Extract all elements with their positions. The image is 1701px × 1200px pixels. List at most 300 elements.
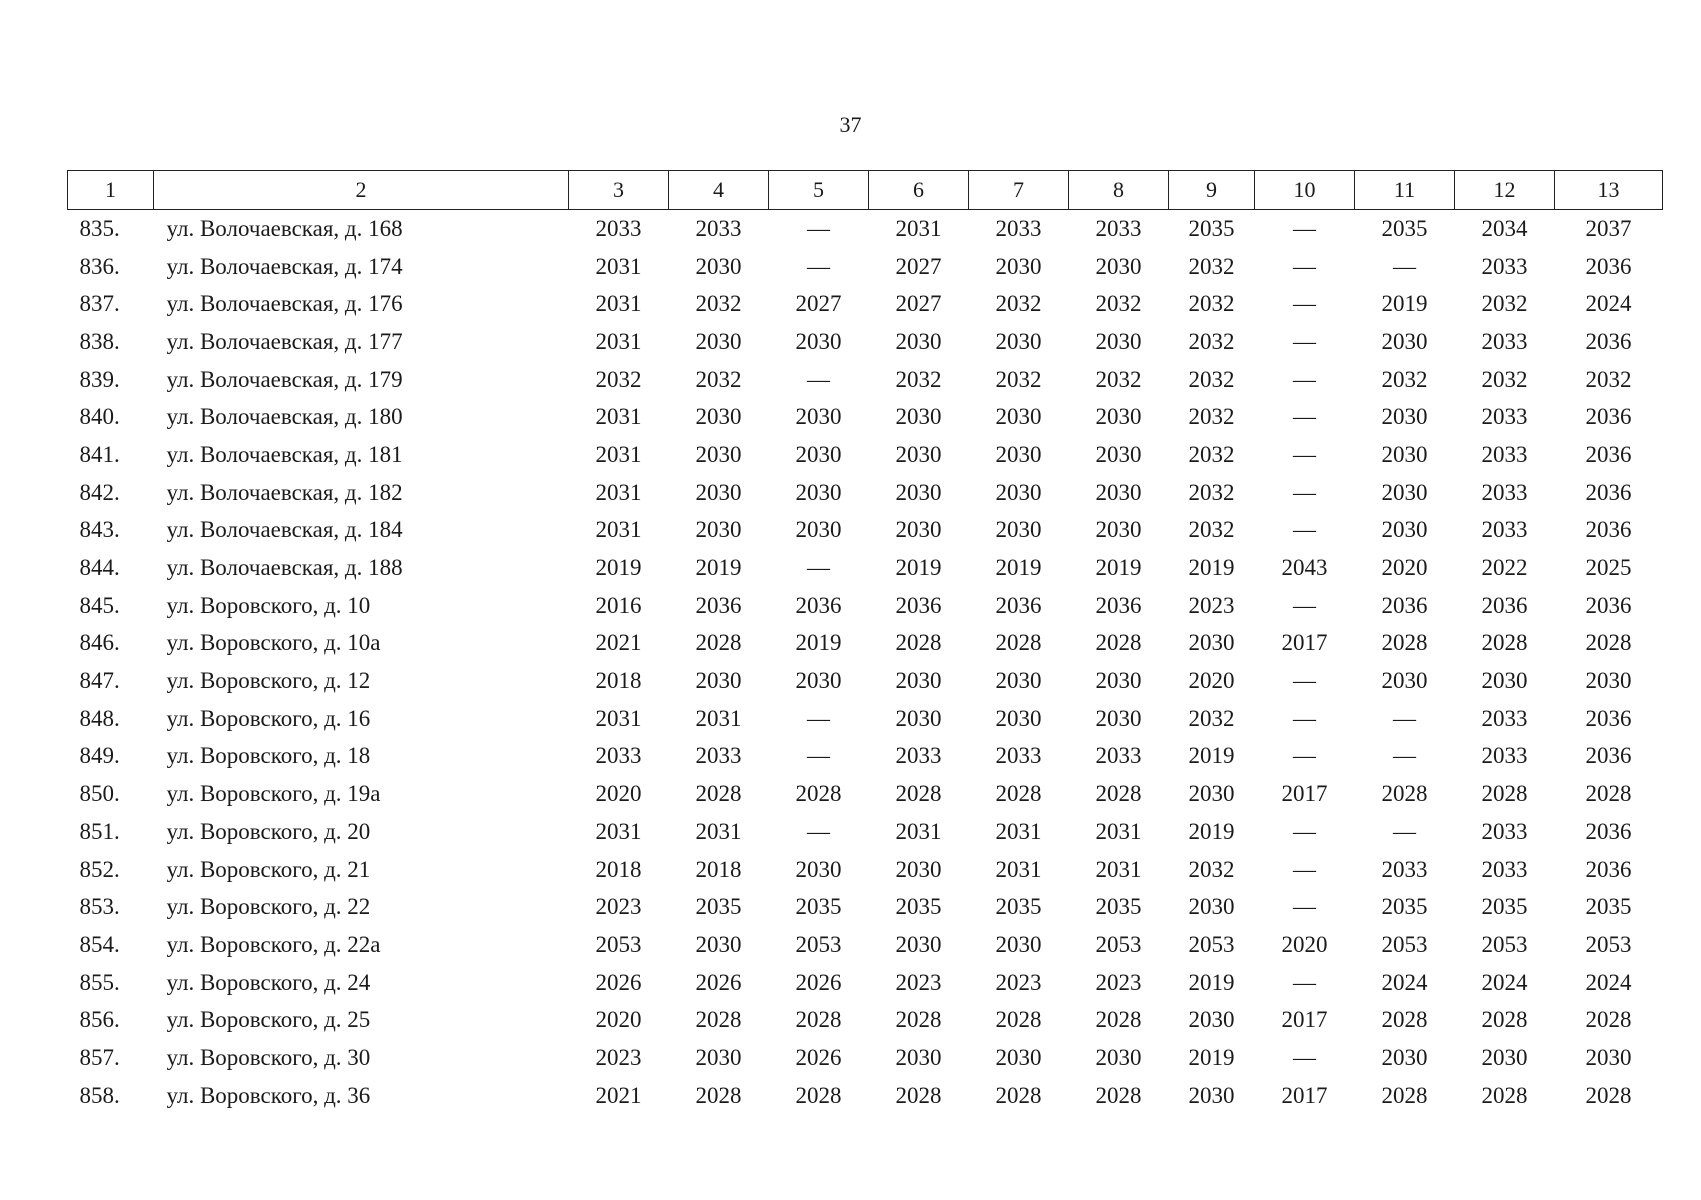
year-cell: 2032 [1381, 366, 1428, 392]
year-cell: 2031 [595, 253, 642, 279]
year-cell: 2027 [895, 291, 942, 317]
year-cell: 2028 [1095, 781, 1142, 807]
year-cell: 2019 [1188, 555, 1235, 581]
year-cell: 2033 [1481, 818, 1528, 844]
year-cell: — [1293, 743, 1316, 769]
year-cell: 2028 [995, 1007, 1042, 1033]
year-cell: 2033 [1481, 479, 1528, 505]
year-cell: 2032 [1188, 479, 1235, 505]
address-cell: ул. Волочаевская, д. 182 [166, 479, 403, 505]
column-header: 7 [969, 171, 1069, 210]
year-cell: 2032 [995, 366, 1042, 392]
year-cell: 2019 [595, 555, 642, 581]
year-cell: 2028 [695, 781, 742, 807]
year-cell: 2025 [1585, 555, 1632, 581]
year-cell: 2035 [695, 894, 742, 920]
year-cell: 2028 [1381, 630, 1428, 656]
year-cell: 2030 [995, 1044, 1042, 1070]
year-cell: 2028 [1095, 630, 1142, 656]
year-cell: 2017 [1281, 1007, 1328, 1033]
column-header: 2 [154, 171, 569, 210]
year-cell: 2028 [1585, 781, 1632, 807]
year-cell: 2021 [595, 1082, 642, 1108]
address-cell: ул. Волочаевская, д. 180 [166, 404, 403, 430]
year-cell: 2030 [695, 404, 742, 430]
year-cell: 2031 [595, 517, 642, 543]
year-cell: 2034 [1481, 215, 1528, 241]
row-number: 842. [79, 479, 120, 505]
year-cell: 2035 [995, 894, 1042, 920]
table-row [68, 361, 1663, 399]
year-cell: 2033 [1481, 743, 1528, 769]
year-cell: 2037 [1585, 215, 1632, 241]
address-cell: ул. Воровского, д. 20 [166, 818, 371, 844]
year-cell: 2030 [1095, 517, 1142, 543]
table-row [68, 964, 1663, 1002]
year-cell: 2019 [895, 555, 942, 581]
row-number: 845. [79, 592, 120, 618]
year-cell: 2030 [795, 441, 842, 467]
year-cell: 2023 [995, 969, 1042, 995]
year-cell: 2030 [895, 404, 942, 430]
year-cell: 2033 [995, 215, 1042, 241]
column-header: 4 [669, 171, 769, 210]
year-cell: 2031 [1095, 856, 1142, 882]
year-cell: 2033 [1481, 328, 1528, 354]
year-cell: 2030 [1481, 668, 1528, 694]
year-cell: 2053 [1188, 931, 1235, 957]
address-cell: ул. Воровского, д. 22 [166, 894, 371, 920]
year-cell: 2017 [1281, 1082, 1328, 1108]
year-cell: 2030 [1095, 404, 1142, 430]
year-cell: 2023 [1095, 969, 1142, 995]
year-cell: 2033 [695, 743, 742, 769]
table-row [68, 775, 1663, 813]
table-row [68, 888, 1663, 926]
row-number: 836. [79, 253, 120, 279]
year-cell: 2031 [595, 404, 642, 430]
table-row [68, 851, 1663, 889]
year-cell: 2028 [895, 1007, 942, 1033]
year-cell: — [1393, 818, 1416, 844]
year-cell: 2030 [1095, 668, 1142, 694]
year-cell: 2019 [695, 555, 742, 581]
year-cell: 2032 [1585, 366, 1632, 392]
year-cell: 2030 [795, 328, 842, 354]
year-cell: 2035 [1095, 894, 1142, 920]
year-cell: 2036 [795, 592, 842, 618]
year-cell: 2028 [1381, 781, 1428, 807]
year-cell: 2032 [1188, 253, 1235, 279]
year-cell: — [1293, 668, 1316, 694]
year-cell: 2030 [895, 1044, 942, 1070]
year-cell: 2036 [695, 592, 742, 618]
year-cell: 2032 [1188, 291, 1235, 317]
year-cell: 2017 [1281, 781, 1328, 807]
year-cell: 2028 [1481, 781, 1528, 807]
year-cell: 2019 [1188, 818, 1235, 844]
year-cell: — [1293, 517, 1316, 543]
year-cell: 2023 [595, 894, 642, 920]
year-cell: 2030 [895, 328, 942, 354]
year-cell: 2031 [895, 818, 942, 844]
year-cell: 2035 [1585, 894, 1632, 920]
address-cell: ул. Воровского, д. 12 [166, 668, 371, 694]
year-cell: 2030 [695, 931, 742, 957]
year-cell: 2030 [695, 441, 742, 467]
row-number: 838. [79, 328, 120, 354]
year-cell: 2036 [1585, 705, 1632, 731]
year-cell: — [807, 818, 830, 844]
year-cell: 2031 [595, 291, 642, 317]
year-cell: — [807, 743, 830, 769]
year-cell: 2033 [1095, 743, 1142, 769]
year-cell: 2030 [795, 404, 842, 430]
year-cell: — [1293, 291, 1316, 317]
table-row [68, 926, 1663, 964]
year-cell: 2053 [1481, 931, 1528, 957]
year-cell: 2036 [1585, 743, 1632, 769]
address-cell: ул. Воровского, д. 22а [166, 931, 381, 957]
year-cell: 2031 [995, 856, 1042, 882]
header-row [68, 171, 1663, 210]
year-cell: — [1293, 404, 1316, 430]
year-cell: 2030 [1381, 517, 1428, 543]
column-header: 5 [769, 171, 869, 210]
year-cell: 2030 [795, 668, 842, 694]
year-cell: 2036 [895, 592, 942, 618]
row-number: 852. [79, 856, 120, 882]
year-cell: 2032 [1188, 441, 1235, 467]
year-cell: 2036 [1585, 328, 1632, 354]
year-cell: 2032 [595, 366, 642, 392]
year-cell: 2053 [1381, 931, 1428, 957]
year-cell: 2033 [895, 743, 942, 769]
year-cell: 2033 [1481, 705, 1528, 731]
row-number: 844. [79, 555, 120, 581]
year-cell: 2035 [795, 894, 842, 920]
row-number: 856. [79, 1007, 120, 1033]
year-cell: 2028 [895, 781, 942, 807]
column-header: 3 [569, 171, 669, 210]
year-cell: — [807, 555, 830, 581]
table-container [67, 170, 1662, 1115]
year-cell: 2028 [1095, 1082, 1142, 1108]
year-cell: 2030 [1095, 479, 1142, 505]
year-cell: 2031 [595, 818, 642, 844]
year-cell: — [1393, 705, 1416, 731]
year-cell: 2028 [795, 1007, 842, 1033]
year-cell: 2030 [1381, 668, 1428, 694]
page-number: 37 [839, 112, 862, 137]
year-cell: 2030 [1188, 781, 1235, 807]
year-cell: 2028 [995, 1082, 1042, 1108]
address-cell: ул. Воровского, д. 24 [166, 969, 371, 995]
row-number: 857. [79, 1044, 120, 1070]
row-number: 847. [79, 668, 120, 694]
year-cell: 2028 [995, 781, 1042, 807]
year-cell: 2036 [1095, 592, 1142, 618]
table-body [68, 210, 1663, 1115]
table-header [68, 171, 1663, 210]
year-cell: 2028 [1481, 1082, 1528, 1108]
year-cell: 2032 [1481, 366, 1528, 392]
table-row [68, 549, 1663, 587]
year-cell: 2023 [1188, 592, 1235, 618]
year-cell: 2030 [995, 931, 1042, 957]
year-cell: 2033 [995, 743, 1042, 769]
year-cell: 2030 [995, 328, 1042, 354]
row-number: 853. [79, 894, 120, 920]
year-cell: 2030 [995, 441, 1042, 467]
year-cell: 2030 [995, 705, 1042, 731]
year-cell: — [1393, 253, 1416, 279]
year-cell: 2028 [1381, 1007, 1428, 1033]
year-cell: — [807, 215, 830, 241]
year-cell: 2053 [1095, 931, 1142, 957]
year-cell: 2030 [695, 253, 742, 279]
year-cell: 2031 [595, 441, 642, 467]
address-cell: ул. Воровского, д. 36 [166, 1082, 371, 1108]
year-cell: 2024 [1585, 291, 1632, 317]
column-header: 1 [68, 171, 154, 210]
year-cell: 2024 [1381, 969, 1428, 995]
year-cell: 2032 [1188, 366, 1235, 392]
year-cell: 2031 [1095, 818, 1142, 844]
table-row [68, 436, 1663, 474]
year-cell: — [1293, 705, 1316, 731]
year-cell: 2032 [695, 291, 742, 317]
row-number: 841. [79, 441, 120, 467]
year-cell: 2036 [1481, 592, 1528, 618]
address-cell: ул. Воровского, д. 25 [166, 1007, 371, 1033]
column-header: 12 [1455, 171, 1555, 210]
year-cell: 2032 [1188, 517, 1235, 543]
year-cell: 2030 [695, 328, 742, 354]
year-cell: 2026 [795, 1044, 842, 1070]
year-cell: 2030 [895, 517, 942, 543]
year-cell: 2033 [1381, 856, 1428, 882]
year-cell: 2032 [1188, 404, 1235, 430]
year-cell: 2019 [1188, 743, 1235, 769]
year-cell: 2032 [1188, 328, 1235, 354]
year-cell: 2036 [1585, 404, 1632, 430]
year-cell: 2053 [795, 931, 842, 957]
row-number: 837. [79, 291, 120, 317]
year-cell: 2030 [1381, 479, 1428, 505]
year-cell: 2030 [695, 479, 742, 505]
year-cell: 2023 [895, 969, 942, 995]
year-cell: 2030 [895, 931, 942, 957]
year-cell: — [1293, 894, 1316, 920]
year-cell: 2035 [1381, 215, 1428, 241]
year-cell: 2035 [1481, 894, 1528, 920]
year-cell: 2028 [695, 1007, 742, 1033]
year-cell: 2020 [1381, 555, 1428, 581]
year-cell: 2019 [795, 630, 842, 656]
table-row [68, 512, 1663, 550]
year-cell: 2030 [1585, 1044, 1632, 1070]
address-cell: ул. Воровского, д. 18 [166, 743, 371, 769]
year-cell: — [1293, 856, 1316, 882]
table-row [68, 285, 1663, 323]
column-header: 8 [1069, 171, 1169, 210]
year-cell: 2019 [1188, 969, 1235, 995]
row-number: 848. [79, 705, 120, 731]
year-cell: 2030 [895, 479, 942, 505]
row-number: 849. [79, 743, 120, 769]
year-cell: 2028 [1585, 1007, 1632, 1033]
year-cell: 2033 [1481, 441, 1528, 467]
table-row [68, 398, 1663, 436]
year-cell: 2030 [995, 668, 1042, 694]
year-cell: 2020 [1281, 931, 1328, 957]
year-cell: — [1293, 969, 1316, 995]
year-cell: — [1293, 366, 1316, 392]
row-number: 855. [79, 969, 120, 995]
table-row [68, 474, 1663, 512]
year-cell: 2030 [695, 668, 742, 694]
year-cell: — [1293, 328, 1316, 354]
table-row [68, 662, 1663, 700]
year-cell: 2030 [1381, 1044, 1428, 1070]
row-number: 850. [79, 781, 120, 807]
year-cell: 2036 [995, 592, 1042, 618]
year-cell: 2022 [1481, 555, 1528, 581]
year-cell: 2032 [1188, 856, 1235, 882]
table-row [68, 700, 1663, 738]
year-cell: 2035 [1188, 215, 1235, 241]
year-cell: 2026 [595, 969, 642, 995]
address-cell: ул. Волочаевская, д. 177 [166, 328, 403, 354]
year-cell: — [1293, 253, 1316, 279]
year-cell: 2019 [1095, 555, 1142, 581]
address-cell: ул. Волочаевская, д. 184 [166, 517, 403, 543]
year-cell: 2031 [895, 215, 942, 241]
year-cell: 2033 [1481, 404, 1528, 430]
year-cell: 2030 [1095, 1044, 1142, 1070]
table-row [68, 813, 1663, 851]
address-cell: ул. Волочаевская, д. 176 [166, 291, 403, 317]
table-row [68, 625, 1663, 663]
year-cell: 2030 [1381, 404, 1428, 430]
year-cell: 2028 [1585, 1082, 1632, 1108]
row-number: 839. [79, 366, 120, 392]
year-cell: 2028 [795, 781, 842, 807]
address-cell: ул. Волочаевская, д. 168 [166, 215, 403, 241]
year-cell: 2030 [795, 856, 842, 882]
year-cell: 2036 [1585, 441, 1632, 467]
year-cell: 2028 [1481, 1007, 1528, 1033]
column-header: 11 [1355, 171, 1455, 210]
year-cell: 2019 [1381, 291, 1428, 317]
year-cell: 2035 [895, 894, 942, 920]
year-cell: 2032 [695, 366, 742, 392]
year-cell: 2036 [1585, 517, 1632, 543]
year-cell: 2030 [1585, 668, 1632, 694]
year-cell: 2033 [695, 215, 742, 241]
year-cell: 2017 [1281, 630, 1328, 656]
year-cell: 2036 [1585, 592, 1632, 618]
year-cell: 2036 [1585, 479, 1632, 505]
row-number: 835. [79, 215, 120, 241]
row-number: 854. [79, 931, 120, 957]
year-cell: 2030 [695, 1044, 742, 1070]
year-cell: — [1293, 441, 1316, 467]
year-cell: 2023 [595, 1044, 642, 1070]
year-cell: 2030 [1188, 894, 1235, 920]
year-cell: 2030 [895, 668, 942, 694]
year-cell: 2018 [695, 856, 742, 882]
row-number: 858. [79, 1082, 120, 1108]
year-cell: 2028 [995, 630, 1042, 656]
data-table [67, 170, 1663, 1115]
year-cell: 2033 [1095, 215, 1142, 241]
year-cell: 2030 [1381, 441, 1428, 467]
table-row [68, 1039, 1663, 1077]
address-cell: ул. Волочаевская, д. 181 [166, 441, 403, 467]
year-cell: 2030 [1095, 253, 1142, 279]
table-row [68, 323, 1663, 361]
year-cell: 2030 [1095, 441, 1142, 467]
year-cell: 2030 [1188, 1082, 1235, 1108]
year-cell: 2030 [895, 705, 942, 731]
address-cell: ул. Воровского, д. 21 [166, 856, 371, 882]
year-cell: 2016 [595, 592, 642, 618]
year-cell: 2030 [995, 404, 1042, 430]
year-cell: — [1293, 592, 1316, 618]
year-cell: 2031 [595, 705, 642, 731]
year-cell: 2028 [695, 630, 742, 656]
year-cell: 2030 [695, 517, 742, 543]
year-cell: 2018 [595, 856, 642, 882]
address-cell: ул. Воровского, д. 10 [166, 592, 371, 618]
year-cell: 2035 [1381, 894, 1428, 920]
year-cell: 2031 [695, 818, 742, 844]
column-header: 6 [869, 171, 969, 210]
table-row [68, 210, 1663, 248]
year-cell: 2031 [595, 328, 642, 354]
year-cell: 2026 [695, 969, 742, 995]
address-cell: ул. Воровского, д. 10а [166, 630, 381, 656]
year-cell: 2033 [595, 215, 642, 241]
table-row [68, 738, 1663, 776]
year-cell: — [807, 705, 830, 731]
year-cell: 2033 [1481, 253, 1528, 279]
year-cell: 2031 [995, 818, 1042, 844]
year-cell: 2027 [795, 291, 842, 317]
year-cell: 2030 [1095, 705, 1142, 731]
year-cell: 2030 [1188, 1007, 1235, 1033]
year-cell: 2028 [1095, 1007, 1142, 1033]
year-cell: 2028 [1381, 1082, 1428, 1108]
year-cell: 2030 [895, 441, 942, 467]
year-cell: 2020 [595, 781, 642, 807]
year-cell: — [1293, 818, 1316, 844]
year-cell: 2027 [895, 253, 942, 279]
year-cell: 2033 [1481, 517, 1528, 543]
year-cell: 2032 [995, 291, 1042, 317]
table-row [68, 248, 1663, 286]
year-cell: 2033 [1481, 856, 1528, 882]
year-cell: 2024 [1585, 969, 1632, 995]
year-cell: 2028 [795, 1082, 842, 1108]
column-header: 9 [1169, 171, 1255, 210]
year-cell: 2032 [1095, 291, 1142, 317]
year-cell: 2031 [695, 705, 742, 731]
year-cell: 2033 [595, 743, 642, 769]
address-cell: ул. Воровского, д. 19а [166, 781, 381, 807]
